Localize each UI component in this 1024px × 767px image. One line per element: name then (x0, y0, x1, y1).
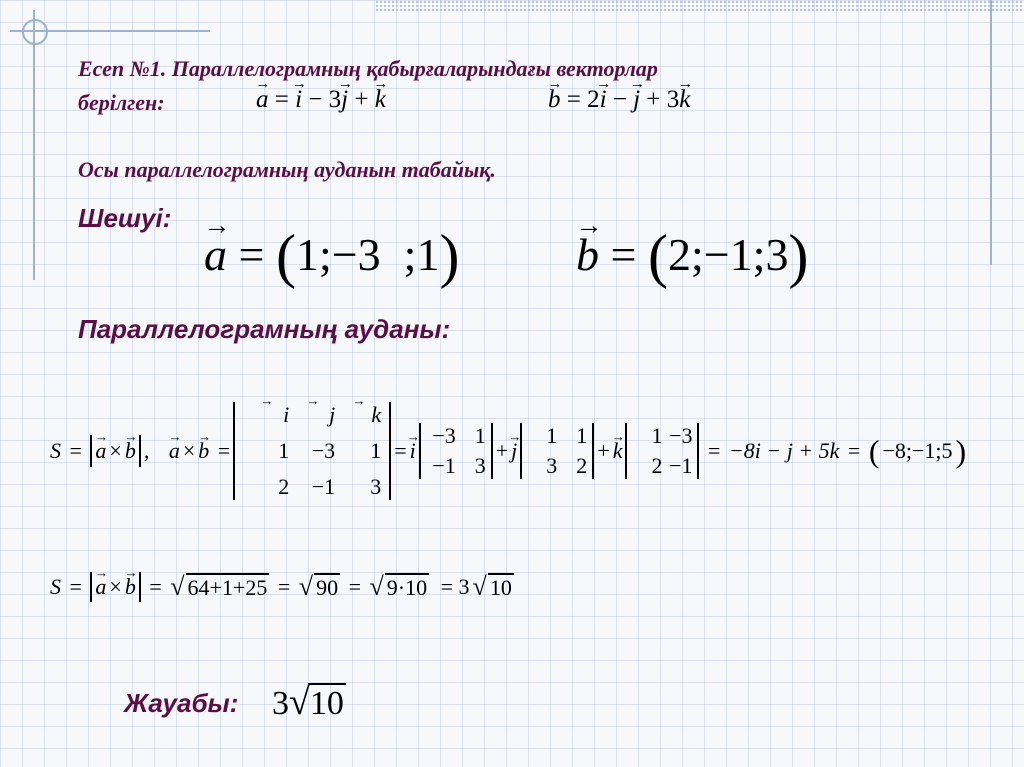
unit-vector-i: → i (295, 86, 302, 114)
given-label: берілген: (78, 90, 165, 115)
cell: 1 (278, 438, 290, 463)
answer-radicand: 10 (309, 685, 344, 722)
vector-b-coordinates: → b = (2;−1;3) (576, 222, 808, 291)
cross-product-result: −8i − j + 5k (728, 438, 840, 463)
cell: −1 (311, 474, 336, 499)
coefficient: 2 (587, 86, 600, 113)
unit-vector-k: → k (375, 86, 386, 114)
unit-vector-i: → i (600, 86, 607, 114)
cross-product-coords: −8;−1;5 (882, 438, 953, 463)
vector-b-symbol: → b (125, 438, 136, 464)
operator: + (354, 86, 369, 113)
coefficient: 3 (328, 86, 342, 113)
area-heading: Параллелограмның ауданы: (78, 314, 451, 344)
decorative-line (33, 10, 35, 280)
problem-title: Есеп №1. Параллелограмның қабырғаларындағы векторлар (78, 56, 658, 81)
minor-i: −3 1 −1 3 (419, 423, 493, 479)
decorative-circle (22, 19, 48, 45)
coefficient: 3 (666, 86, 680, 113)
cell: 3 (370, 474, 382, 499)
operator: − (308, 86, 323, 113)
radicand: 90 (316, 575, 339, 600)
unit-vector-j: → j (341, 86, 348, 114)
vector-b-symbol: → b (576, 228, 599, 281)
answer-label: Жауабы: (124, 688, 239, 718)
determinant-3x3 (233, 402, 391, 500)
minor-k: 1 −3 2 −1 (625, 423, 699, 479)
radicand: 10 (489, 575, 512, 600)
vector-a-symbol: → a (95, 438, 106, 464)
cell: → i (243, 402, 289, 428)
vector-b-equation: → b = 2→ i − → j + 3→ k (548, 86, 690, 114)
cell: −3 (311, 438, 336, 463)
area-computation: S = → a × → b = √ 64+1+25 = √ 90 = √ 9·10 = 3 √ 10 (50, 572, 514, 602)
vector-a-symbol: → a (169, 438, 180, 464)
vector-a-symbol: → a (95, 574, 106, 600)
cell: 2 (278, 474, 290, 499)
coefficient: = 3 (440, 574, 470, 599)
vector-b-symbol: → b (548, 86, 561, 114)
solution-label: Шешуі: (78, 203, 172, 233)
cell: → j (289, 402, 335, 428)
operator: − (612, 86, 627, 113)
answer-value: 3√10 (272, 681, 344, 723)
decorative-dot-band (375, 0, 1024, 12)
unit-vector-j: → j (511, 438, 517, 464)
cell: → k (335, 402, 381, 428)
cross-product-equation: S = → a × → b , → a × → b = → i → j → k 1 −3 1 2 −1 3 = → i −3 1 −1 3 + → j 1 1 3 2 + → k 1 −3 2 −1 = −8i − j + 5k = ( −8;−1;5 ) (50, 386, 966, 516)
a-coords: 1;−3 ;1 (295, 229, 440, 280)
unit-vector-k: → k (679, 86, 690, 114)
vector-b-symbol: → b (125, 574, 136, 600)
cell: 1 (370, 438, 382, 463)
vector-a-equation: → a = → i − 3→ j + → k (256, 86, 386, 114)
unit-vector-k: → k (613, 438, 623, 464)
radicand: 9·10 (386, 575, 428, 600)
answer-coefficient: 3 (272, 685, 289, 722)
operator: + (646, 86, 661, 113)
minor-j: 1 1 3 2 (520, 423, 594, 479)
vector-a-coordinates: → a = (1;−3 ;1) (204, 222, 459, 291)
vector-a-symbol: → a (204, 228, 227, 281)
vector-a-symbol: → a (256, 86, 269, 114)
vector-b-symbol: → b (198, 438, 209, 464)
b-coords: 2;−1;3 (667, 229, 789, 280)
radicand: 64+1+25 (187, 575, 268, 600)
decorative-line (990, 0, 992, 265)
problem-question: Осы параллелограмның ауданын табайық. (78, 157, 496, 182)
unit-vector-i: → i (410, 438, 416, 464)
unit-vector-j: → j (633, 86, 640, 114)
